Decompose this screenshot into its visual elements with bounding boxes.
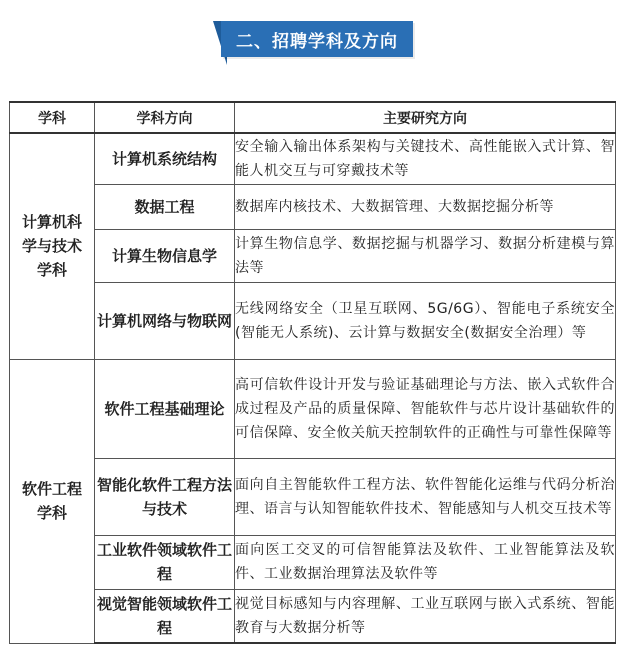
direction-cell: 软件工程基础理论 <box>95 359 235 458</box>
subject-cell <box>10 133 95 359</box>
direction-cell: 智能化软件工程方法与技术 <box>95 458 235 535</box>
research-cell: 面向医工交叉的可信智能算法及软件、工业智能算法及软件、工业数据治理算法及软件等 <box>235 535 616 589</box>
subject-label: 软件工程学科 <box>22 480 83 522</box>
direction-cell: 计算生物信息学 <box>95 229 235 282</box>
header-research: 主要研究方向 <box>235 102 616 133</box>
direction-cell: 计算机网络与物联网 <box>95 282 235 359</box>
table-row <box>10 359 616 458</box>
section-title: 二、招聘学科及方向 <box>221 21 413 57</box>
section-banner <box>213 21 413 69</box>
research-cell: 面向自主智能软件工程方法、软件智能化运维与代码分析治理、语言与认知智能软件技术、智能感知与人机交互技术等 <box>235 458 616 535</box>
research-cell: 无线网络安全（卫星互联网、5G/6G）、智能电子系统安全(智能无人系统)、云计算与数据安全(数据安全治理）等 <box>235 282 616 359</box>
research-cell: 视觉目标感知与内容理解、工业互联网与嵌入式系统、智能教育与大数据分析等 <box>235 589 616 643</box>
research-cell: 安全输入输出体系架构与关键技术、高性能嵌入式计算、智能人机交互与可穿戴技术等 <box>235 133 616 184</box>
direction-cell: 视觉智能领域软件工程 <box>95 589 235 643</box>
direction-cell: 工业软件领域软件工程 <box>95 535 235 589</box>
table-row <box>10 458 616 535</box>
recruitment-table <box>9 101 616 644</box>
direction-cell: 计算机系统结构 <box>95 133 235 184</box>
table-row <box>10 184 616 229</box>
table-header-row <box>10 102 616 133</box>
research-cell: 计算生物信息学、数据挖掘与机器学习、数据分析建模与算法等 <box>235 229 616 282</box>
research-cell: 数据库内核技术、大数据管理、大数据挖掘分析等 <box>235 184 616 229</box>
table-row <box>10 133 616 184</box>
table-row <box>10 535 616 589</box>
header-direction: 学科方向 <box>95 102 235 133</box>
table-row <box>10 589 616 643</box>
research-cell: 高可信软件设计开发与验证基础理论与方法、嵌入式软件合成过程及产品的质量保障、智能软件与芯片设计基础软件的可信保障、安全攸关航天控制软件的正确性与可靠性保障等 <box>235 359 616 458</box>
table-row <box>10 282 616 359</box>
direction-cell: 数据工程 <box>95 184 235 229</box>
table-row <box>10 229 616 282</box>
header-subject: 学科 <box>10 102 95 133</box>
subject-cell <box>10 359 95 643</box>
subject-label: 计算机科学与技术学科 <box>21 213 82 280</box>
